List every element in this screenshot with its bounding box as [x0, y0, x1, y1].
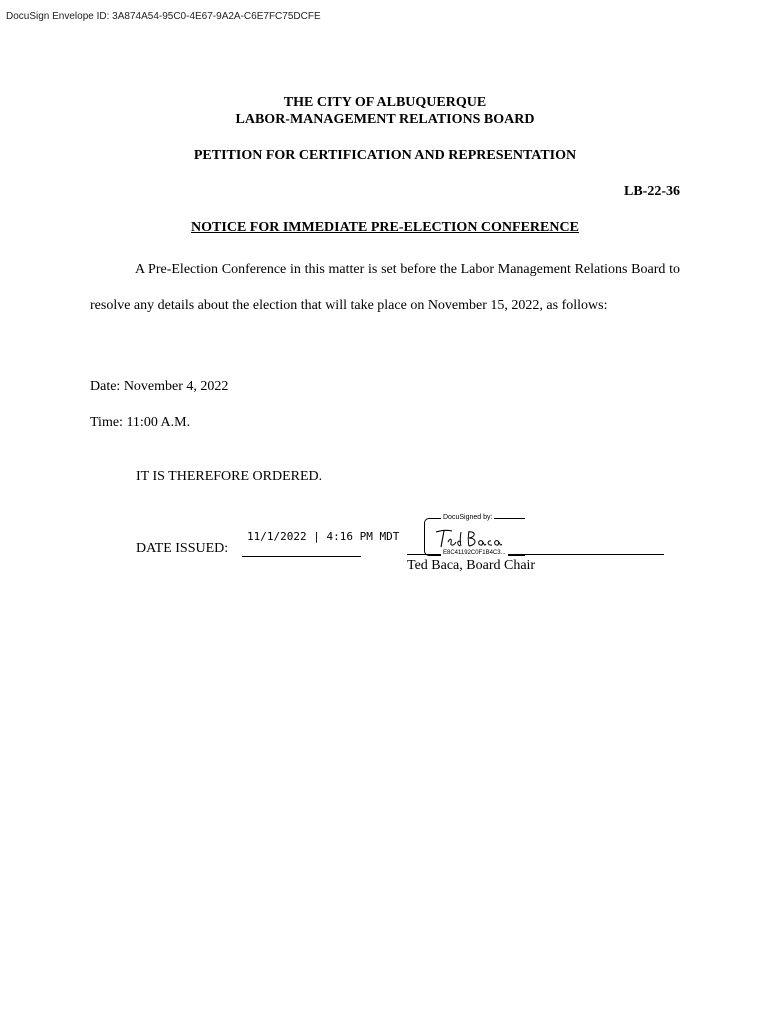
date-issued-underline [242, 556, 361, 557]
case-number: LB-22-36 [624, 184, 680, 199]
envelope-id: DocuSign Envelope ID: 3A874A54-95C0-4E67-9A2A-C6E7FC75DCFE [6, 11, 321, 22]
docusign-footer: E8C41192C0F1B4C3... [443, 550, 506, 556]
date-issued-label: DATE ISSUED: [136, 541, 229, 556]
signer-name: Ted Baca, Board Chair [407, 558, 536, 573]
board-title: LABOR-MANAGEMENT RELATIONS BOARD [235, 112, 535, 127]
handwritten-signature [432, 526, 502, 550]
date-issued-value: 11/1/2022 | 4:16 PM MDT [247, 530, 400, 543]
notice-title: NOTICE FOR IMMEDIATE PRE-ELECTION CONFERENCE [191, 220, 579, 235]
order-statement: IT IS THEREFORE ORDERED. [136, 469, 323, 484]
city-title: THE CITY OF ALBUQUERQUE [283, 95, 487, 110]
petition-title: PETITION FOR CERTIFICATION AND REPRESENTATION [193, 148, 577, 163]
conference-date: Date: November 4, 2022 [90, 379, 229, 394]
docusign-header: DocuSigned by: [443, 514, 493, 521]
body-paragraph: A Pre-Election Conference in this matter is set before the Labor Management Relations Board to resolve any details about the election that will take place on November 15, 2022, as follows: [90, 262, 680, 313]
conference-time: Time: 11:00 A.M. [90, 415, 191, 430]
